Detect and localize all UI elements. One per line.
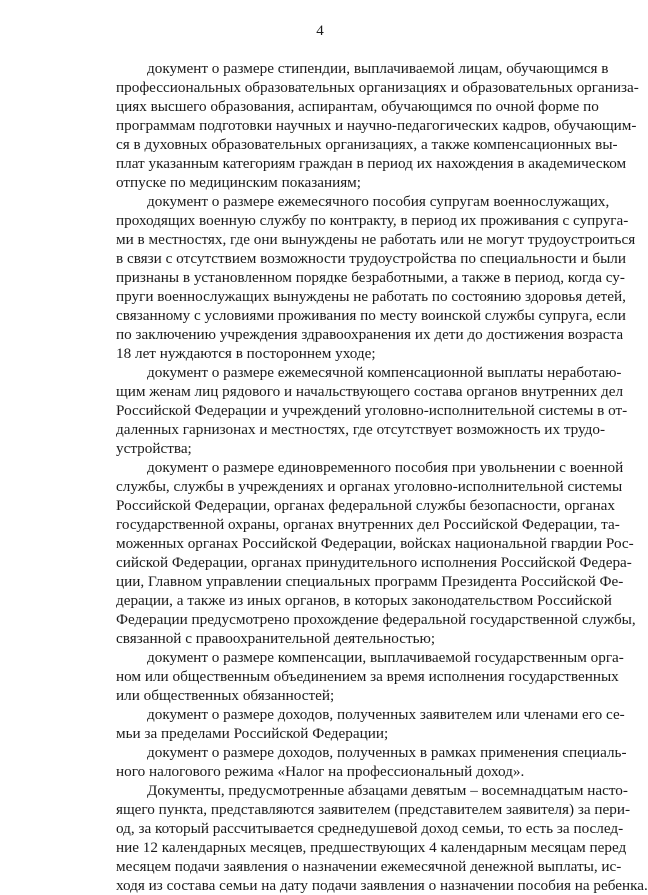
text-line: ящего пункта, представляются заявителем (представителем заявителя) за пери- xyxy=(116,801,631,818)
text-line: в связи с отсутствием возможности трудоустройства по специальности и были xyxy=(116,250,626,267)
text-line: ние 12 календарных месяцев, предшествующих 4 календарным месяцам перед xyxy=(116,839,627,856)
text-line: ся в духовных образовательных организациях, а также компенсационных вы- xyxy=(116,136,618,153)
text-line: признаны в установленном порядке безработными, а также в период, когда су- xyxy=(116,269,625,286)
text-line: документ о размере ежемесячной компенсационной выплаты неработаю- xyxy=(147,364,622,381)
text-line: документ о размере доходов, полученных заявителем или членами его се- xyxy=(147,706,625,723)
text-line: пруги военнослужащих вынуждены не работать по состоянию здоровья детей, xyxy=(116,288,626,305)
text-line: 18 лет нуждаются в постороннем уходе; xyxy=(116,345,376,362)
text-line: Российской Федерации и учреждений уголовно-исполнительной системы в от- xyxy=(116,402,628,419)
text-line: щим женам лиц рядового и начальствующего состава органов внутренних дел xyxy=(116,383,624,400)
text-line: Федерации предусмотрено прохождение федеральной государственной службы, xyxy=(116,611,636,628)
text-line: связанному с условиями проживания по месту воинской службы супруга, если xyxy=(116,307,626,324)
text-line: ходя из состава семьи на дату подачи заявления о назначении пособия на ребенка. xyxy=(116,877,648,894)
text-line: по заключению учреждения здравоохранения их дети до достижения возраста xyxy=(116,326,624,343)
text-line: дерации, а также из иных органов, в которых законодательством Российской xyxy=(116,592,612,609)
text-line: или общественных обязанностей; xyxy=(116,687,335,704)
text-line: ного налогового режима «Налог на профессиональный доход». xyxy=(116,763,525,780)
page-number: 4 xyxy=(316,23,324,39)
text-line: программам подготовки научных и научно-педагогических кадров, обучающим- xyxy=(116,117,637,134)
text-line: Российской Федерации, органах федеральной службы безопасности, органах xyxy=(116,497,615,514)
text-line: документ о размере единовременного пособия при увольнении с военной xyxy=(147,459,624,476)
text-line: документ о размере доходов, полученных в рамках применения специаль- xyxy=(147,744,627,761)
text-line: циях высшего образования, аспирантам, обучающимся по очной форме по xyxy=(116,98,599,115)
text-line: документ о размере компенсации, выплачиваемой государственным орга- xyxy=(147,649,624,666)
text-line: профессиональных образовательных организациях и образовательных организа- xyxy=(116,79,639,96)
text-line: службы, службы в учреждениях и органах уголовно-исполнительной системы xyxy=(116,478,623,495)
text-line: проходящих военную службу по контракту, в период их проживания с супруга- xyxy=(116,212,629,229)
text-line: ми в местностях, где они вынуждены не работать или не могут трудоустроиться xyxy=(116,231,636,248)
text-line: связанной с правоохранительной деятельностью; xyxy=(116,630,436,647)
text-line: моженных органах Российской Федерации, войсках национальной гвардии Рос- xyxy=(116,535,634,552)
text-line: отпуске по медицинским показаниям; xyxy=(116,174,362,191)
text-line: ции, Главном управлении специальных программ Президента Российской Фе- xyxy=(116,573,624,590)
text-line: документ о размере ежемесячного пособия супругам военнослужащих, xyxy=(147,193,610,210)
text-line: мьи за пределами Российской Федерации; xyxy=(116,725,389,742)
text-line: сийской Федерации, органах принудительного исполнения Российской Федера- xyxy=(116,554,632,571)
text-line: даленных гарнизонах и местностях, где отсутствует возможность их трудо- xyxy=(116,421,606,438)
text-line: месяцем подачи заявления о назначении ежемесячной денежной выплаты, ис- xyxy=(116,858,622,875)
text-line: Документы, предусмотренные абзацами девятым – восемнадцатым насто- xyxy=(147,782,628,799)
text-line: ном или общественным объединением за время исполнения государственных xyxy=(116,668,619,685)
text-line: плат указанным категориям граждан в период их нахождения в академическом xyxy=(116,155,627,172)
text-line: документ о размере стипендии, выплачиваемой лицам, обучающимся в xyxy=(147,60,609,77)
text-line: устройства; xyxy=(116,440,192,457)
text-line: государственной охраны, органах внутренних дел Российской Федерации, та- xyxy=(116,516,620,533)
text-line: од, за который рассчитывается среднедушевой доход семьи, то есть за послед- xyxy=(116,820,624,837)
